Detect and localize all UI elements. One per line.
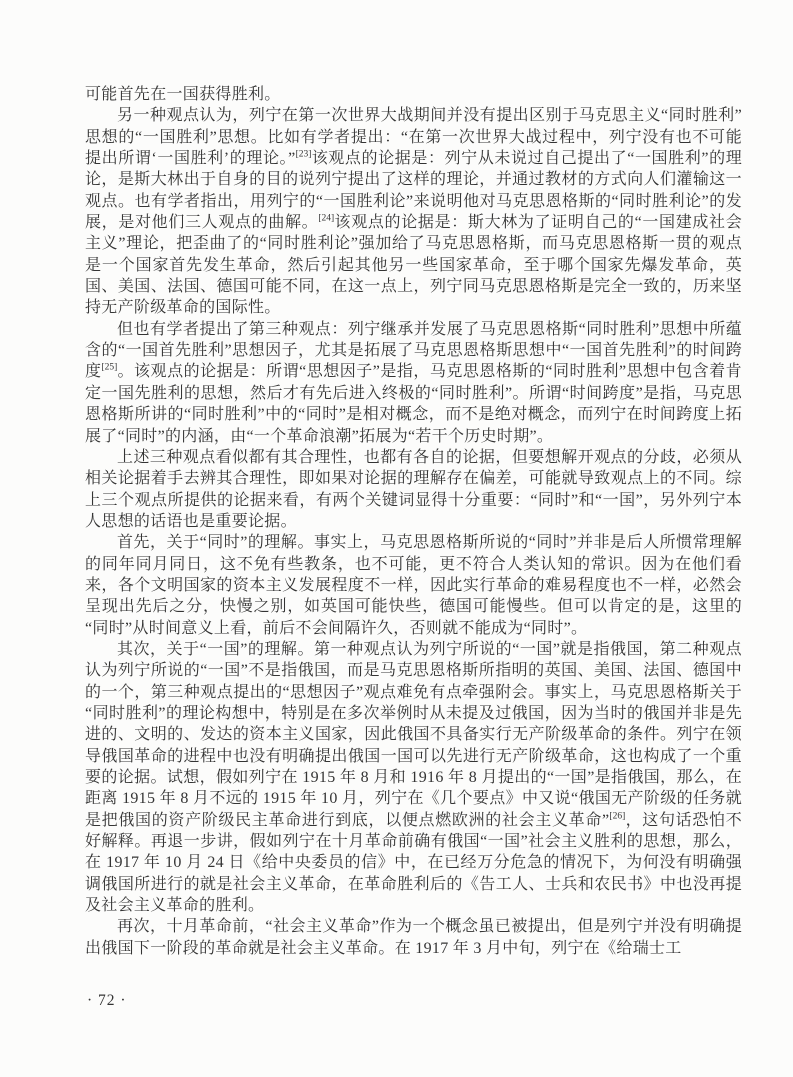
text-run: 但也有学者提出了第三种观点：列宁继承并发展了马克思恩格斯“同时胜利”思想中所蕴含的“一国首先胜利”思想因子，尤其是拓展了马克思恩格斯思想中“一国首先胜利”的时间跨度 — [85, 320, 742, 381]
text-run: 该观点的论据是：斯大林为了证明自己的“一国建成社会主义”理论，把歪曲了的“同时胜利论”强加给了马克思恩格斯，而马克思恩格斯一贯的观点是一个国家首先发生革命，然后引起其他另一些国家革命，至于哪个国家先爆发革命，英国、美国、法国、德国可能不同，在这一点上，列宁同马克思恩格斯是完全一致的，历来坚持无产阶级革命的国际性。 — [85, 214, 742, 317]
paragraph — [85, 532, 742, 639]
paragraph — [85, 639, 742, 916]
text-run: ，这句话恐怕不好解释。再退一步讲，假如列宁在十月革命前确有俄国“一国”社会主义胜利的思想，那么，在 1917 年 10 月 24 日《给中央委员的信》中，在已经万分危急的情况下，为何没有明确强调俄国所进行的就是社会主义革命，在革命胜利后的《告工人、士兵和农民书》中也没再提及社会主义革命的胜利。 — [85, 811, 742, 915]
text-run: 首先，关于“同时”的理解。事实上，马克思恩格斯所说的“同时”并非是后人所惯常理解的同年同月同日，这不免有些教条，也不可能，更不符合人类认知的常识。因为在他们看来，各个文明国家的资本主义发展程度不一样，因此实行革命的难易程度也不一样，必然会呈现出先后之分，快慢之别，如英国可能快些，德国可能慢些。但可以肯定的是，这里的“同时”从时间意义上看，前后不会间隔许久，否则就不能成为“同时”。 — [85, 534, 742, 637]
paragraph — [85, 447, 742, 532]
text-run: 该观点的论据是：列宁从未说过自己提出了“一国胜利”的理论，是斯大林出于自身的目的说列宁提出了这样的理论，并通过教材的方式向人们灌输这一观点。也有学者指出，用列宁的“一国胜利论”来说明他对马克思恩格斯的“同时胜利论”的发展，是对他们三人观点的曲解。 — [85, 150, 742, 232]
paragraph — [85, 84, 742, 105]
text-run: 。该观点的论据是：所谓“思想因子”是指，马克思恩格斯的“同时胜利”思想中包含着肯定一国先胜利的思想，然后才有先后进入终极的“同时胜利”。所谓“时间跨度”是指，马克思恩格斯所讲的“同时胜利”中的“同时”是相对概念，而不是绝对概念，而列宁在时间跨度上拓展了“同时”的内涵，由“一个革命浪潮”拓展为“若干个历史时期”。 — [85, 363, 742, 445]
text-run: 其次，关于“一国”的理解。第一种观点认为列宁所说的“一国”就是指俄国，第二种观点认为列宁所说的“一国”不是指俄国，而是马克思恩格斯所指明的英国、美国、法国、德国中的一个，第三种观点提出的“思想因子”观点难免有点牵强附会。事实上，马克思恩格斯关于“同时胜利”的理论构想中，特别是在多次举例时从未提及过俄国，因为当时的俄国并非是先进的、文明的、发达的资本主义国家，因此俄国不具备实行无产阶级革命的条件。列宁在领导俄国革命的进程中也没有明确提出俄国一国可以先进行无产阶级革命，这也构成了一个重要的论据。试想，假如列宁在 1915 年 8 月和 1916 年 8 月提出的“一国”是指俄国，那么，在距离 1915 年 8 月不远的 1915 年 10 月，列宁在《几个要点》中又说“俄国无产阶级的任务就是把俄国的资产阶级民主革命进行到底，以便点燃欧洲的社会主义革命” — [85, 640, 742, 829]
text-run: 可能首先在一国获得胜利。 — [85, 86, 281, 103]
footnote-reference: [26] — [609, 811, 626, 822]
text-run: 另一种观点认为，列宁在第一次世界大战期间并没有提出区别于马克思主义“同时胜利”思想的“一国胜利”思想。比如有学者提出：“在第一次世界大战过程中，列宁没有也不可能提出所谓‘一国胜利’的理论。” — [85, 107, 742, 168]
text-run: 上述三种观点看似都有其合理性，也都有各自的论据，但要想解开观点的分歧，必须从相关论据着手去辨其合理性，即如果对论据的理解存在偏差，可能就导致观点上的不同。综上三个观点所提供的论据来看，有两个关键词显得十分重要：“同时”和“一国”，另外列宁本人思想的话语也是重要论据。 — [85, 448, 742, 530]
footnote-reference: [24] — [318, 213, 335, 224]
page-number: · 72 · — [87, 992, 127, 1009]
footnote-reference: [23] — [295, 149, 312, 160]
paragraph — [85, 105, 742, 318]
text-run: 再次，十月革命前，“社会主义革命”作为一个概念虽已被提出，但是列宁并没有明确提出俄国下一阶段的革命就是社会主义革命。在 1917 年 3 月中旬，列宁在《给瑞士工 — [85, 918, 742, 957]
footnote-reference: [25] — [101, 363, 118, 374]
body-text — [85, 84, 742, 959]
paragraph — [85, 319, 742, 447]
paragraph — [85, 916, 742, 959]
